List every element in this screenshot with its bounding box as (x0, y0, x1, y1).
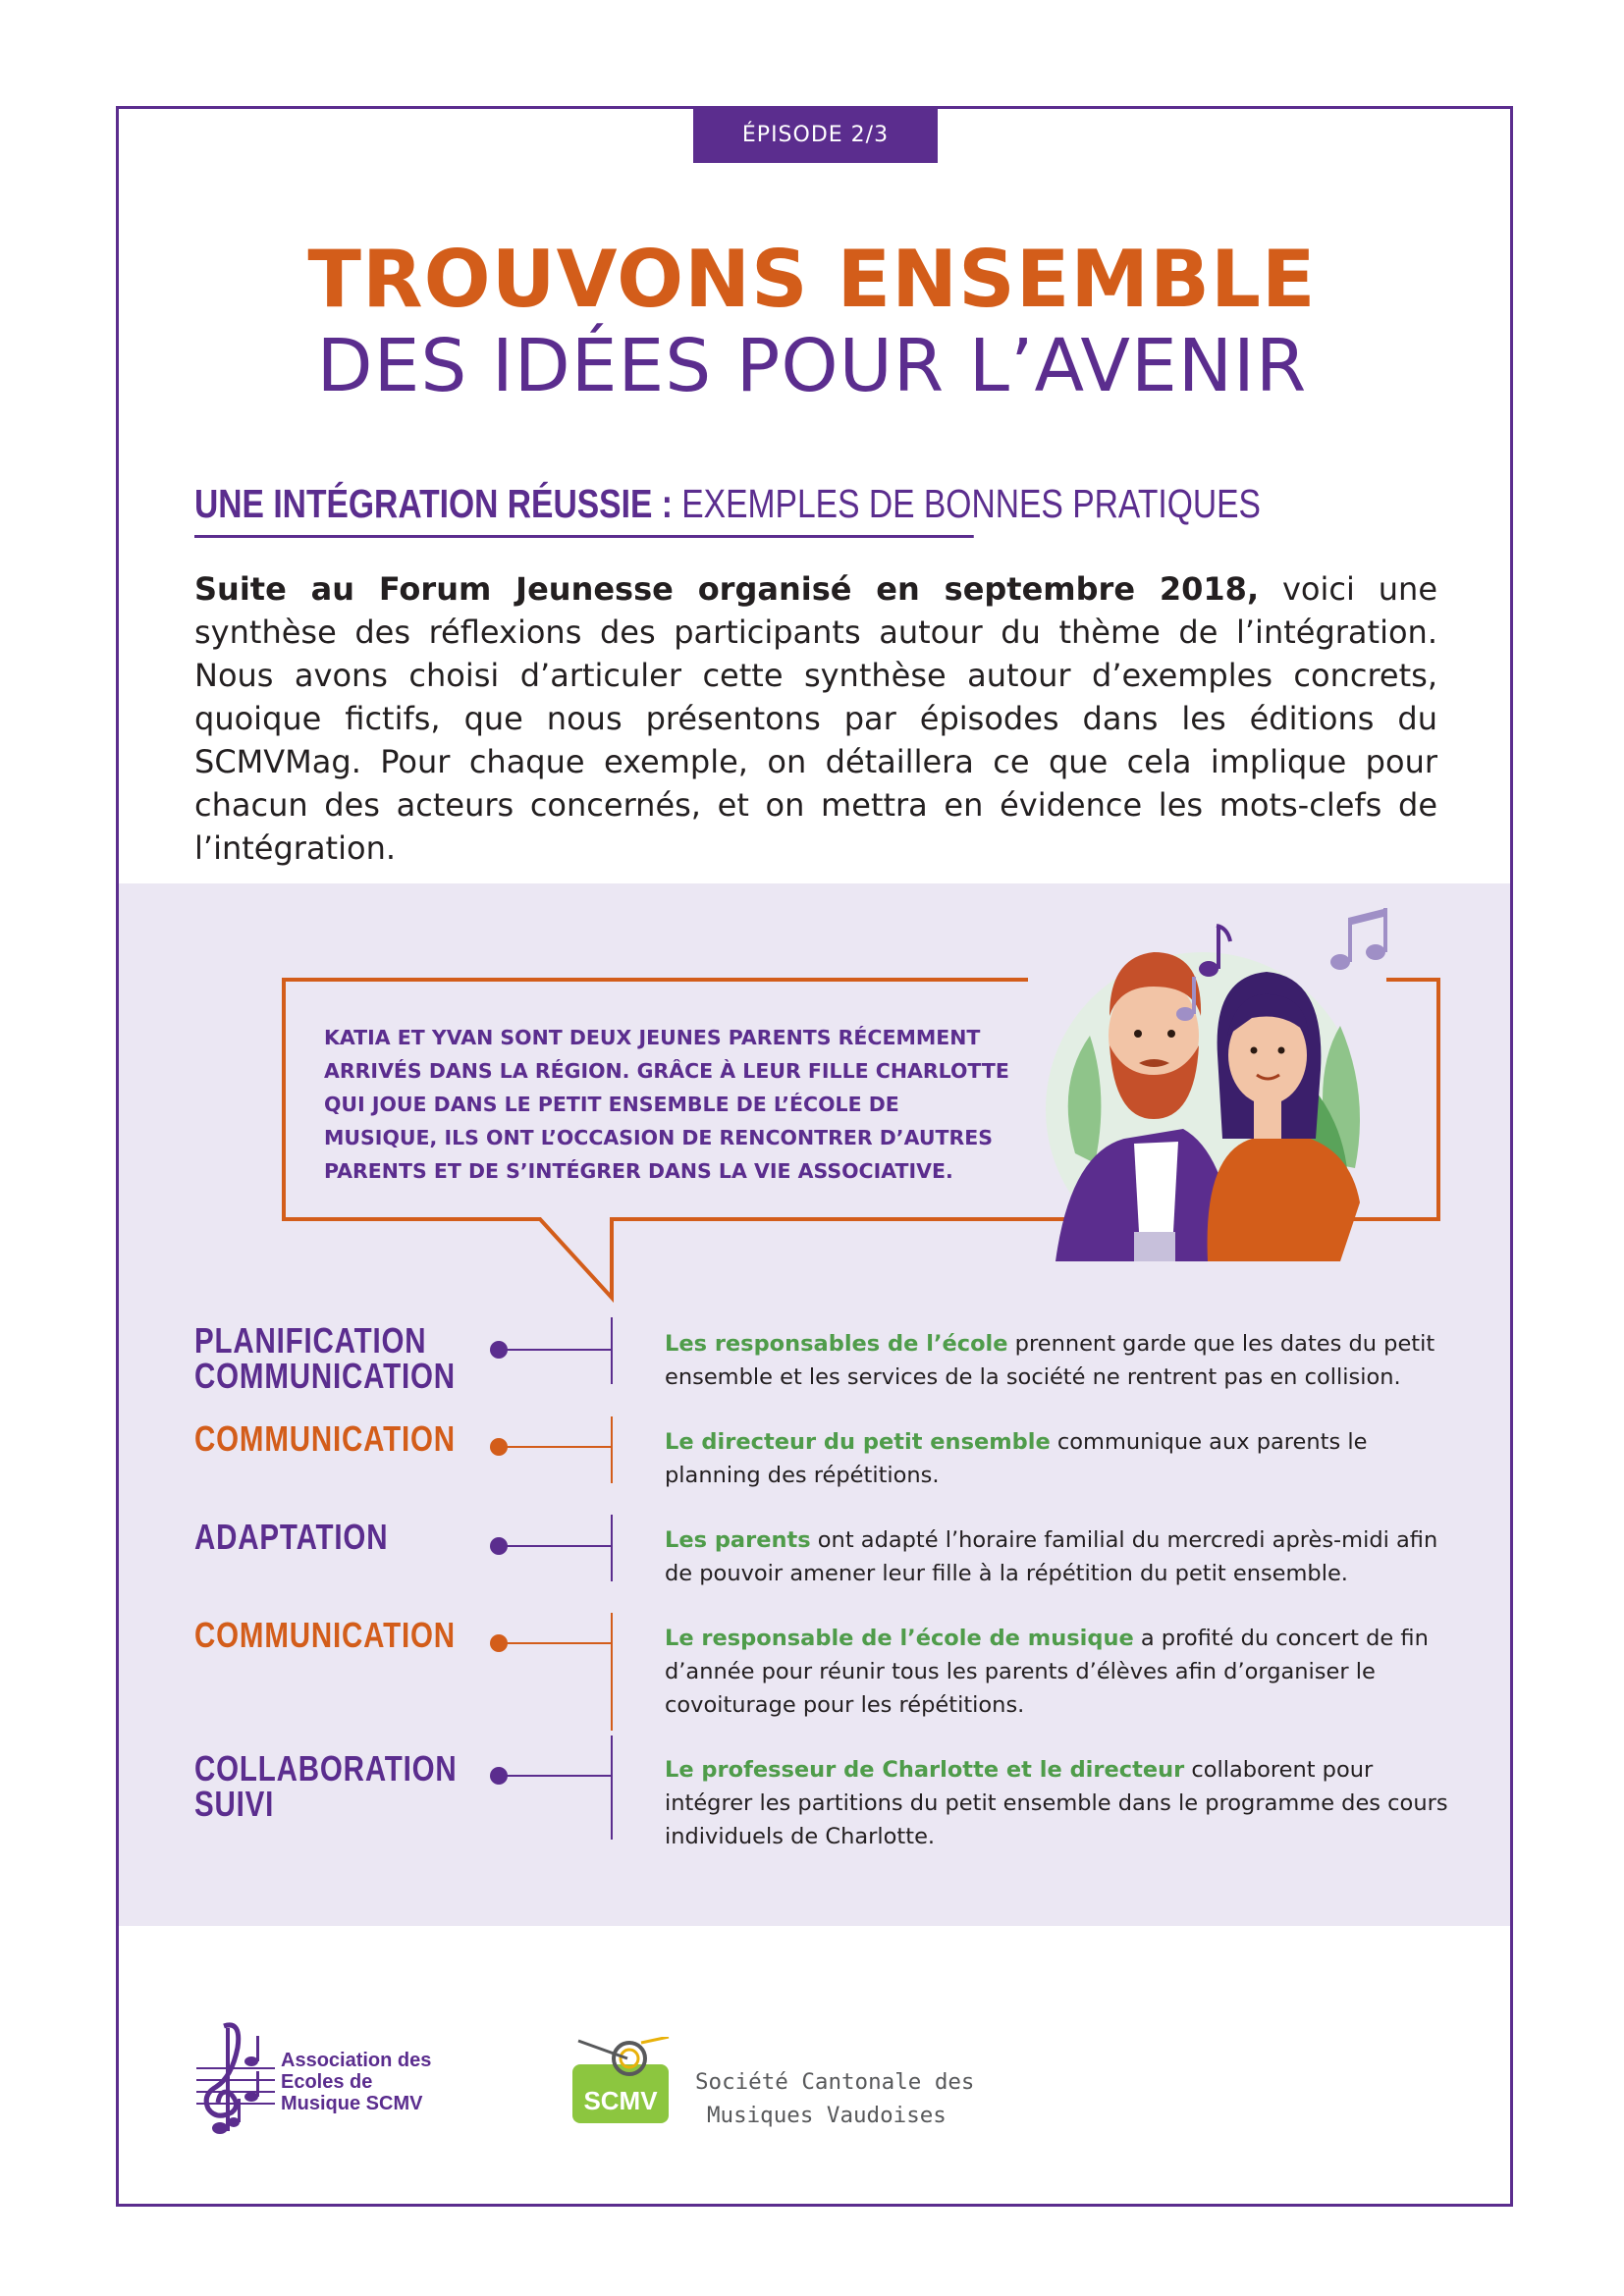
timeline-desc-3 (665, 1523, 1450, 1590)
timeline-segment (611, 1515, 613, 1581)
timeline-segment (611, 1735, 613, 1840)
timeline-connector (499, 1446, 613, 1448)
timeline-segment (611, 1416, 613, 1483)
keyword-3a: ADAPTATION (194, 1517, 389, 1557)
desc-lead-3: Les parents (665, 1527, 811, 1553)
scmv-line-2: Musiques Vaudoises (707, 2103, 947, 2128)
desc-text-2: communique aux parents le planning des répétitions. (665, 1429, 1368, 1488)
treble-clef-icon (196, 2025, 275, 2134)
keyword-row-1 (194, 1320, 456, 1396)
intro-paragraph (194, 567, 1437, 870)
desc-text-4: a profité du concert de fin d’année pour réunir tous les parents d’élèves afin d’organiser le covoiturage pour les répétitions. (665, 1626, 1429, 1718)
keyword-2a: COMMUNICATION (194, 1418, 456, 1459)
title-line-1: TROUVONS ENSEMBLE (307, 234, 1317, 325)
timeline-connector (499, 1545, 613, 1547)
timeline-desc-2 (665, 1425, 1450, 1492)
timeline-desc-4 (665, 1622, 1450, 1722)
desc-text-3: ont adapté l’horaire familial du mercredi après-midi afin de pouvoir amener leur fille à la répétition du petit ensemble. (665, 1527, 1438, 1586)
keyword-row-4 (194, 1615, 456, 1655)
intro-body: voici une synthèse des réflexions des participants autour du thème de l’intégration. Nous avons choisi d’articuler cette synthèse autour d’exemples concrets, quoique fictifs, que nous présentons par épisodes dans les éditions du SCMVMag. Pour chaque exemple, on détaillera ce que cela implique pour chacun des acteurs concernés, et on mettra en évidence les mots-clefs de l’intégration. (194, 570, 1438, 867)
keyword-1b: COMMUNICATION (194, 1356, 456, 1396)
desc-lead-4: Le responsable de l’école de musique (665, 1626, 1134, 1651)
keyword-5b: SUIVI (194, 1784, 275, 1824)
section-heading-light: EXEMPLES DE BONNES PRATIQUES (672, 481, 1261, 526)
aem-logo-text (281, 2050, 431, 2114)
desc-lead-2: Le directeur du petit ensemble (665, 1429, 1051, 1455)
timeline-connector (499, 1642, 613, 1644)
scmv-logo (572, 2037, 671, 2125)
aem-line-1: Association des (281, 2050, 432, 2071)
section-heading (194, 481, 1261, 538)
story-text: KATIA ET YVAN SONT DEUX JEUNES PARENTS RÉCEMMENT ARRIVÉS DANS LA RÉGION. GRÂCE À LEUR FILLE CHARLOTTE QUI JOUE DANS LE PETIT ENSEMBLE DE L’ÉCOLE DE MUSIQUE, ILS ONT L’OCCASION DE RENCONTRER D’AUTRES PARENTS ET DE S’INTÉGRER DANS LA VIE ASSOCIATIVE. (324, 1026, 1009, 1183)
desc-lead-1: Les responsables de l’école (665, 1331, 1008, 1357)
parents-illustration (1016, 908, 1409, 1261)
scmv-line-1: Société Cantonale des (695, 2069, 975, 2095)
keyword-row-3 (194, 1517, 389, 1557)
timeline-desc-1 (665, 1327, 1450, 1394)
aem-line-2: Ecoles de (281, 2071, 373, 2093)
keyword-1a: PLANIFICATION (194, 1320, 427, 1361)
timeline-desc-5 (665, 1753, 1450, 1853)
music-note-icon (1330, 908, 1387, 970)
episode-badge: ÉPISODE 2/3 (693, 106, 938, 163)
keyword-5a: COLLABORATION (194, 1748, 458, 1789)
timeline-connector (499, 1349, 613, 1351)
scmv-badge-text: SCMV (583, 2086, 658, 2115)
keyword-4a: COMMUNICATION (194, 1615, 456, 1655)
timeline-segment (611, 1317, 613, 1384)
keyword-row-5 (194, 1748, 458, 1824)
desc-text-5: collaborent pour intégrer les partitions du petit ensemble dans le programme des cours individuels de Charlotte. (665, 1757, 1448, 1849)
timeline-segment (611, 1613, 613, 1731)
keyword-row-2 (194, 1418, 456, 1459)
scmv-logo-text (695, 2065, 974, 2132)
intro-lead: Suite au Forum Jeunesse organisé en septembre 2018, (194, 570, 1260, 608)
title-line-2: DES IDÉES POUR L’AVENIR (316, 324, 1308, 408)
section-heading-bold: UNE INTÉGRATION RÉUSSIE : (194, 481, 673, 526)
timeline-connector (499, 1775, 613, 1777)
aem-line-3: Musique SCMV (281, 2093, 423, 2114)
desc-lead-5: Le professeur de Charlotte et le directeur (665, 1757, 1185, 1783)
desc-text-1: prennent garde que les dates du petit ensemble et les services de la société ne rentrent pas en collision. (665, 1331, 1435, 1390)
